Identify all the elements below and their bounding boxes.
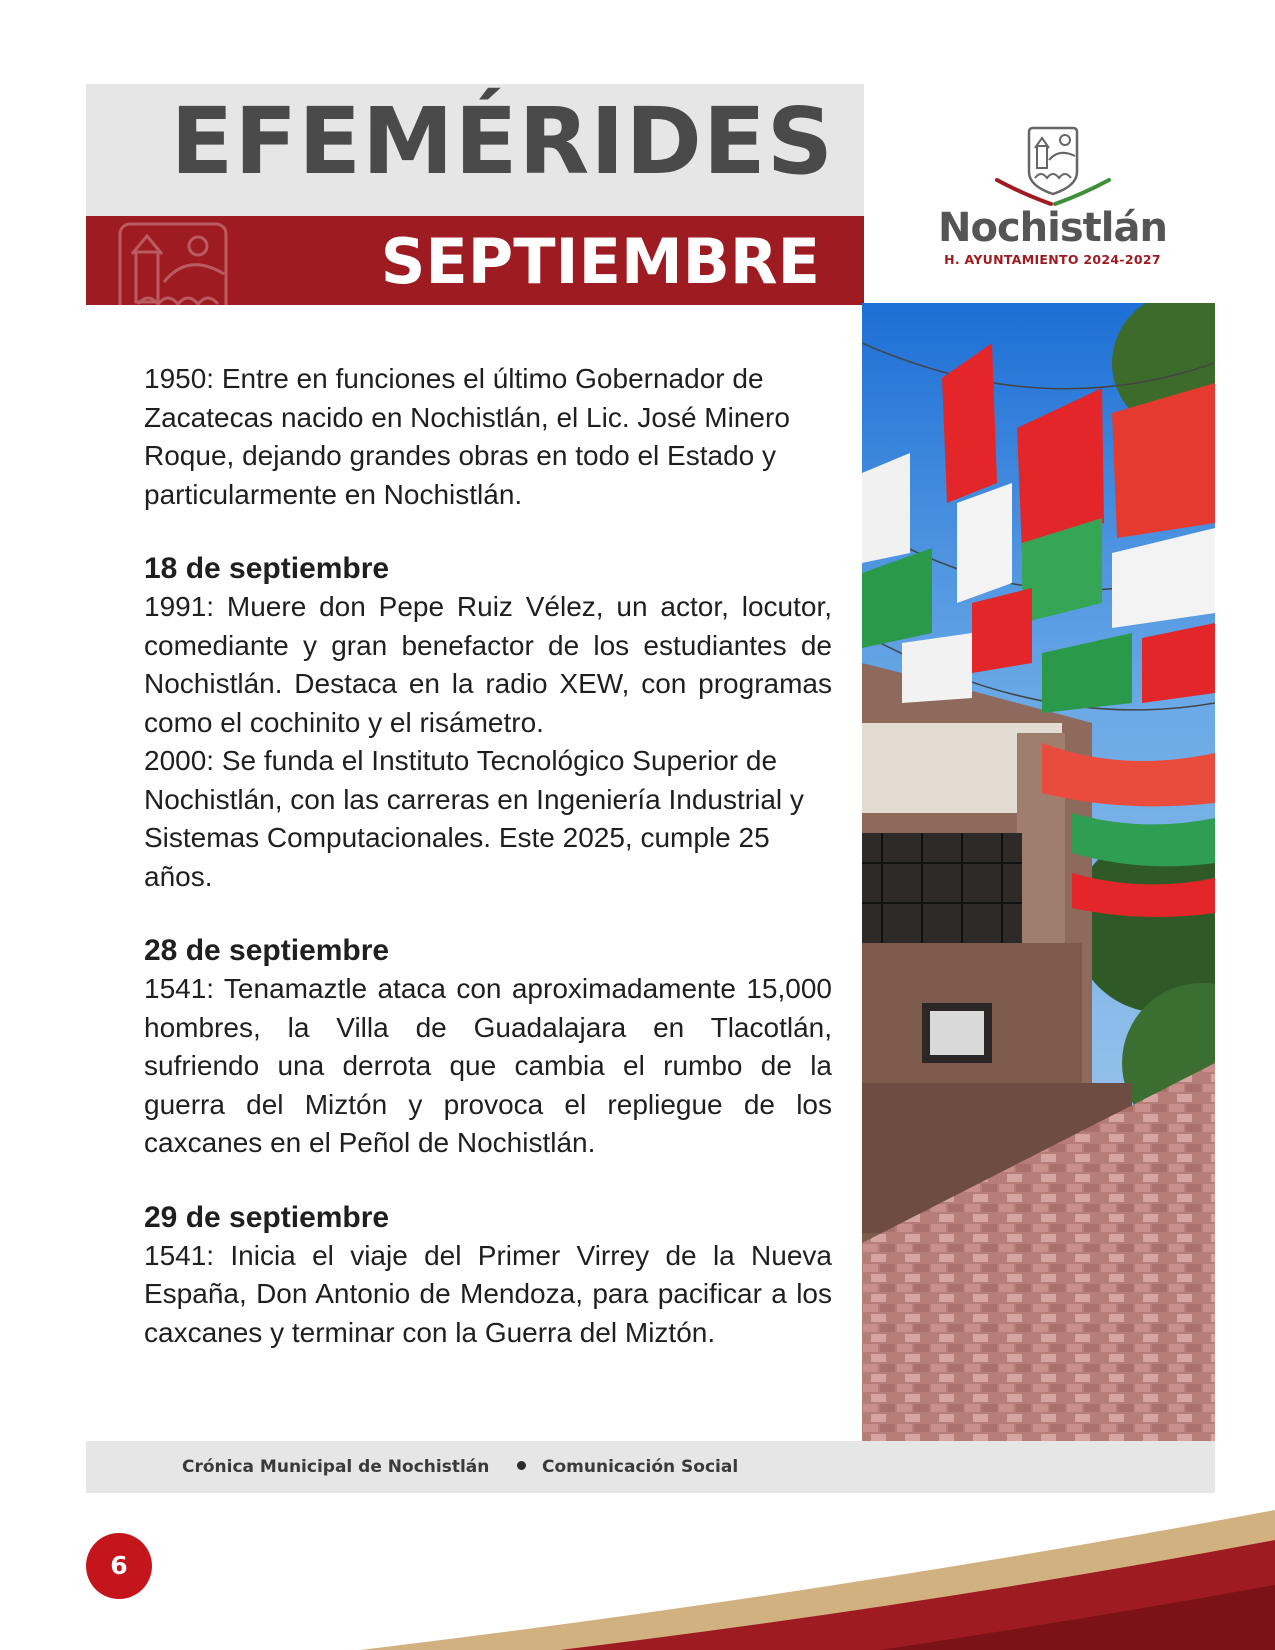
page-number: 6 (86, 1533, 152, 1599)
entry-item: 1991: Muere don Pepe Ruiz Vélez, un actor, locutor, comediante y gran benefactor de los estudiantes de Nochistlán. Destaca en la radio XEW, con programas como el cochinito y el risámetro. (144, 591, 832, 738)
entry-item: 1541: Tenamaztle ataca con aproximadamente 15,000 hombres, la Villa de Guadalajara en Tlacotlán, sufriendo una derrota que cambia el rumbo de la guerra del Miztón y provoca el repliegue de los caxcanes en el Peñol de Nochistlán. (144, 973, 832, 1158)
page-title: EFEMÉRIDES (170, 88, 834, 195)
footer-communication-label: Comunicación Social (542, 1457, 739, 1477)
section-29-septiembre (144, 1199, 832, 1353)
section-18-septiembre (144, 550, 832, 896)
logo-tagline: H. AYUNTAMIENTO 2024-2027 (944, 252, 1161, 267)
municipal-logo (935, 124, 1170, 284)
kiosk-photo (862, 303, 1215, 1441)
date-heading: 29 de septiembre (144, 1200, 390, 1234)
town-shield-icon (993, 124, 1113, 208)
decorative-swoosh (0, 1500, 1275, 1650)
footer-bullet-icon (517, 1461, 526, 1470)
papel-picado-kiosk-image (862, 303, 1215, 1441)
logo-name: Nochistlán (938, 205, 1167, 251)
date-heading: 18 de septiembre (144, 552, 390, 585)
date-heading: 28 de septiembre (144, 934, 390, 967)
ephemerides-content (144, 360, 832, 1352)
entry-item: 2000: Se funda el Instituto Tecnológico Superior de Nochistlán, con las carreras en Ingeniería Industrial y Sistemas Computacionales. Este 2025, cumple 25 años. (144, 745, 804, 892)
month-title: SEPTIEMBRE (380, 225, 820, 298)
intro-entry: 1950: Entre en funciones el último Gobernador de Zacatecas nacido en Nochistlán, el Lic. José Minero Roque, dejando grandes obras en todo el Estado y particularmente en Nochistlán. (144, 363, 790, 510)
footer-chronicle-label: Crónica Municipal de Nochistlán (182, 1457, 490, 1477)
entry-item: 1541: Inicia el viaje del Primer Virrey de la Nueva España, Don Antonio de Mendoza, para pacificar a los caxcanes y terminar con la Guerra del Miztón. (144, 1239, 832, 1348)
section-28-septiembre (144, 932, 832, 1163)
